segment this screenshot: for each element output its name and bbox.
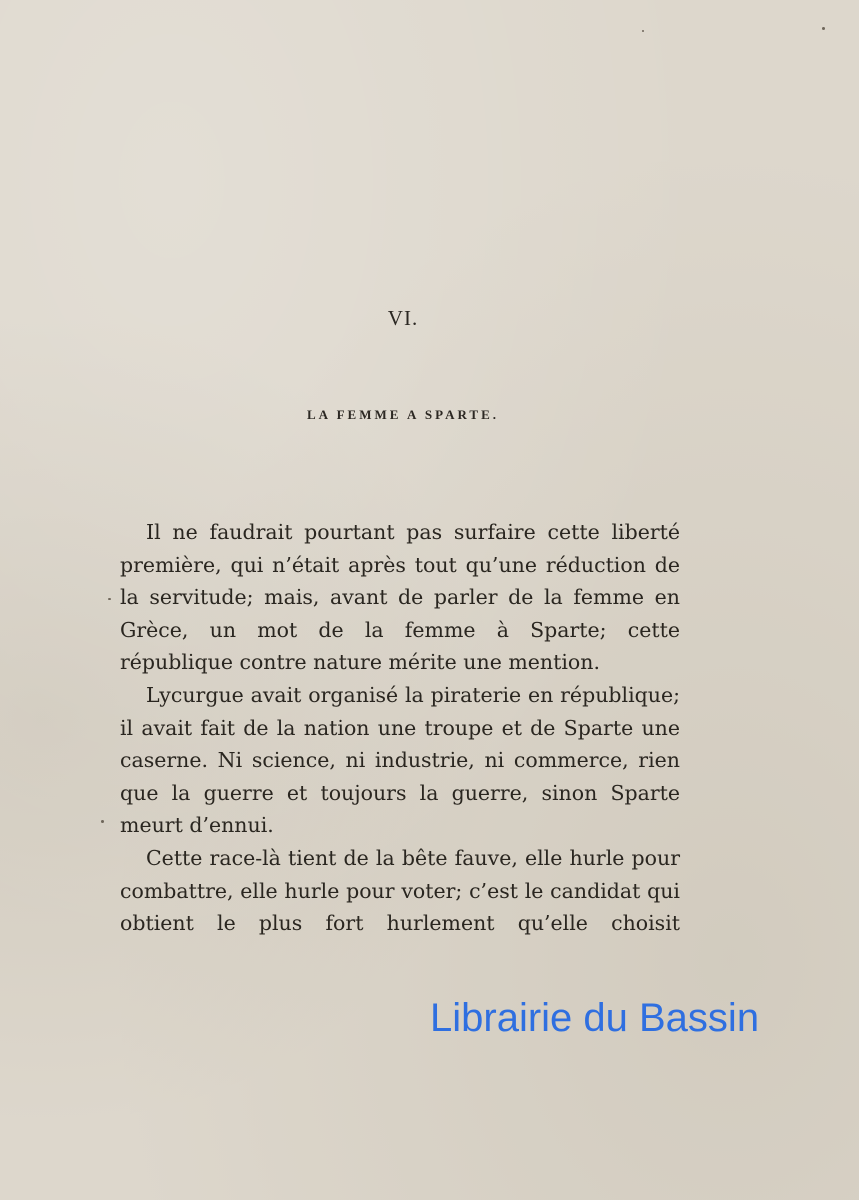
body-text: [120, 516, 680, 940]
paper-speck: [108, 598, 111, 600]
paper-speck: [101, 820, 104, 823]
chapter-title: LA FEMME A SPARTE.: [307, 407, 499, 422]
paragraph: Lycurgue avait organisé la piraterie en république; il avait fait de la nation une troupe et de Sparte une caserne. Ni science, ni industrie, ni commerce, rien que la guerre et toujours la guerre, sinon Sparte meurt d’ennui.: [120, 682, 680, 838]
watermark: Librairie du Bassin: [430, 996, 760, 1040]
paragraph: Il ne faudrait pourtant pas surfaire cette liberté première, qui n’était après tout qu’une réduction de la servitude; mais, avant de parler de la femme en Grèce, un mot de la femme à Sparte; cette république contre nature mérite une mention.: [120, 520, 680, 675]
chapter-number: VI.: [387, 306, 419, 330]
paper-speck: [642, 30, 644, 32]
paragraph: Cette race-là tient de la bête fauve, elle hurle pour combattre, elle hurle pour voter; c’est le candidat qui obtient le plus fort hurlement qu’elle choisit: [120, 845, 680, 936]
paper-speck: [822, 27, 825, 30]
